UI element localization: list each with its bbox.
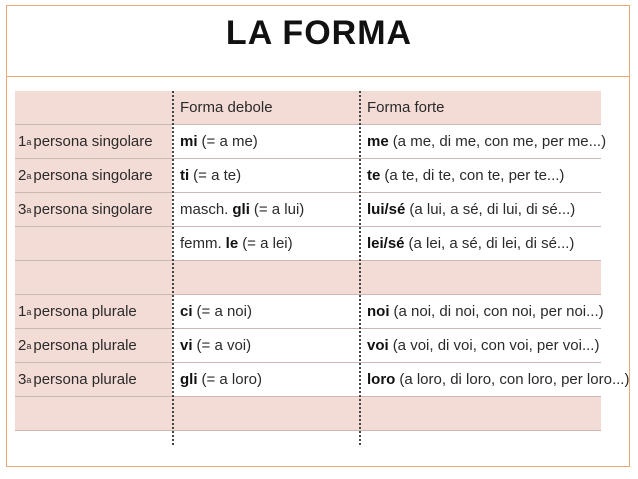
weak-form-prefix: masch.	[180, 201, 229, 218]
person-ordinal-suffix: a	[26, 170, 32, 181]
weak-form-pronoun: gli	[232, 201, 250, 218]
weak-form-pronoun: gli	[180, 371, 198, 388]
strong-form-pronoun: me	[367, 133, 389, 150]
header-forma-debole: Forma debole	[172, 91, 359, 124]
strong-form-gloss: (a lui, a sé, di lui, di sé...)	[409, 201, 576, 218]
strong-form-cell	[359, 227, 601, 260]
weak-form-cell	[172, 227, 359, 260]
table-row	[15, 261, 601, 295]
strong-form-cell	[359, 261, 601, 294]
person-number: 2	[18, 337, 27, 354]
person-label: persona plurale	[33, 371, 137, 388]
column-divider-2	[359, 91, 361, 445]
weak-form-gloss: (= a me)	[201, 133, 258, 150]
strong-form-gloss: (a me, di me, con me, per me...)	[392, 133, 607, 150]
table-row	[15, 227, 601, 261]
person-number: 3	[18, 201, 27, 218]
weak-form-gloss: (= a noi)	[196, 303, 252, 320]
weak-form-cell	[172, 193, 359, 226]
person-label: persona singolare	[33, 167, 153, 184]
strong-form-pronoun: loro	[367, 371, 396, 388]
strong-form-cell	[359, 193, 601, 226]
weak-form-gloss: (= a lei)	[242, 235, 293, 252]
person-label-cell	[15, 397, 172, 430]
weak-form-prefix: femm.	[180, 235, 222, 252]
strong-form-cell	[359, 125, 607, 158]
title-divider	[6, 76, 630, 77]
weak-form-cell	[172, 261, 359, 294]
strong-form-cell	[359, 397, 601, 430]
weak-form-pronoun: vi	[180, 337, 193, 354]
person-ordinal-suffix: a	[26, 340, 32, 351]
weak-form-cell	[172, 363, 359, 396]
weak-form-pronoun: mi	[180, 133, 198, 150]
weak-form-cell	[172, 397, 359, 430]
person-label-cell	[15, 295, 172, 328]
person-number: 1	[18, 303, 27, 320]
person-number: 1	[18, 133, 27, 150]
weak-form-gloss: (= a te)	[193, 167, 242, 184]
weak-form-cell	[172, 125, 359, 158]
person-label-cell	[15, 125, 172, 158]
strong-form-pronoun: lui/sé	[367, 201, 406, 218]
person-label: persona plurale	[33, 337, 137, 354]
person-label: persona singolare	[33, 201, 153, 218]
table-row	[15, 329, 601, 363]
strong-form-gloss: (a te, di te, con te, per te...)	[384, 167, 565, 184]
weak-form-pronoun: ti	[180, 167, 190, 184]
weak-form-pronoun: le	[225, 235, 239, 252]
header-forma-forte: Forma forte	[359, 91, 601, 124]
strong-form-pronoun: te	[367, 167, 381, 184]
strong-form-pronoun: lei/sé	[367, 235, 405, 252]
person-label-cell	[15, 329, 172, 362]
strong-form-cell	[359, 363, 630, 396]
table-row	[15, 397, 601, 431]
table-row	[15, 125, 607, 159]
table-row	[15, 159, 601, 193]
person-label-cell	[15, 363, 172, 396]
person-ordinal-suffix: a	[26, 306, 32, 317]
weak-form-cell	[172, 329, 359, 362]
person-number: 2	[18, 167, 27, 184]
person-number: 3	[18, 371, 27, 388]
strong-form-cell	[359, 159, 601, 192]
weak-form-gloss: (= a lui)	[253, 201, 305, 218]
strong-form-gloss: (a voi, di voi, con voi, per voi...)	[392, 337, 600, 354]
weak-form-cell	[172, 295, 359, 328]
table-header-row	[15, 91, 601, 125]
column-divider-1	[172, 91, 174, 445]
person-label-cell	[15, 193, 172, 226]
person-ordinal-suffix: a	[26, 136, 32, 147]
weak-form-gloss: (= a voi)	[196, 337, 252, 354]
weak-form-gloss: (= a loro)	[201, 371, 262, 388]
person-label-cell	[15, 159, 172, 192]
person-ordinal-suffix: a	[26, 204, 32, 215]
person-label-cell	[15, 261, 172, 294]
strong-form-gloss: (a lei, a sé, di lei, di sé...)	[408, 235, 575, 252]
person-label: persona plurale	[33, 303, 137, 320]
pronoun-table	[15, 91, 630, 431]
strong-form-cell	[359, 329, 601, 362]
person-label-cell	[15, 227, 172, 260]
table-row	[15, 193, 601, 227]
person-ordinal-suffix: a	[26, 374, 32, 385]
weak-form-pronoun: ci	[180, 303, 193, 320]
strong-form-pronoun: voi	[367, 337, 389, 354]
weak-form-cell	[172, 159, 359, 192]
strong-form-pronoun: noi	[367, 303, 390, 320]
table-row	[15, 363, 630, 397]
strong-form-gloss: (a noi, di noi, con noi, per noi...)	[393, 303, 604, 320]
header-cell-empty	[15, 91, 172, 124]
page-title: LA FORMA	[225, 14, 413, 52]
table-row	[15, 295, 604, 329]
strong-form-cell	[359, 295, 604, 328]
strong-form-gloss: (a loro, di loro, con loro, per loro...)	[399, 371, 630, 388]
person-label: persona singolare	[33, 133, 153, 150]
